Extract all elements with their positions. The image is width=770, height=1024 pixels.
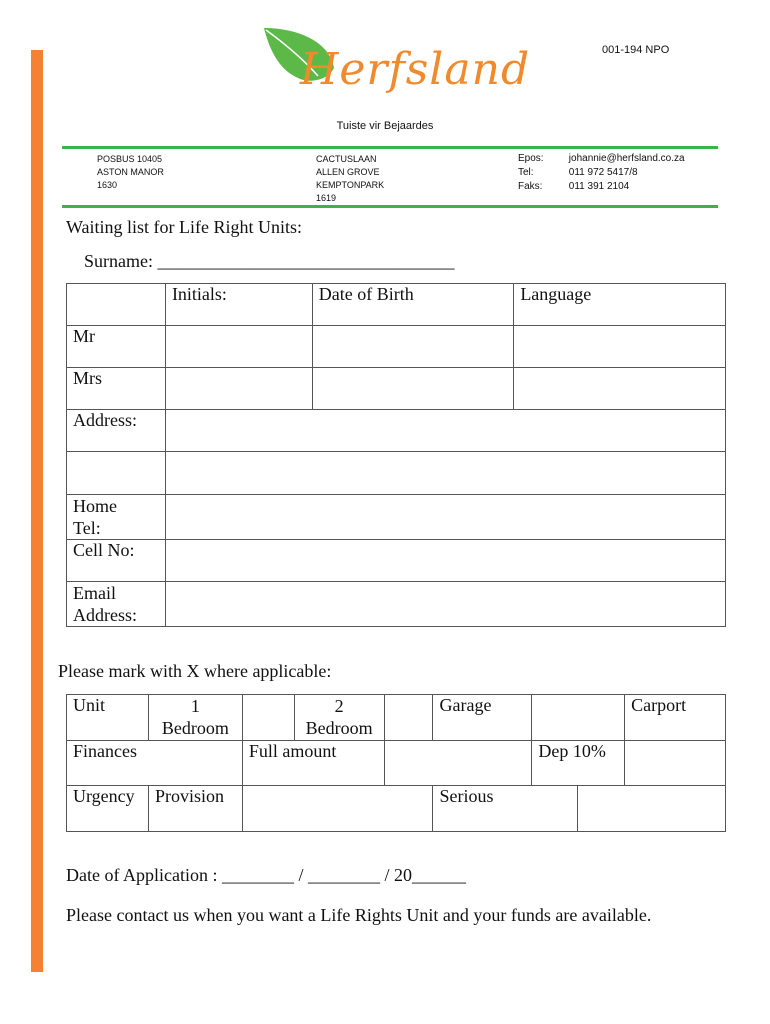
serious-label: Serious: [433, 786, 578, 832]
dep-label: Dep 10%: [532, 741, 625, 786]
email-label-line: Address:: [73, 605, 137, 625]
mrs-label: Mrs: [67, 368, 166, 410]
table-row: [67, 410, 726, 452]
contact-label: Epos:: [518, 153, 544, 164]
table-row: [67, 495, 726, 540]
street-line: ALLEN GROVE: [316, 167, 380, 177]
street-line: CACTUSLAAN: [316, 154, 377, 164]
address-label: Address:: [67, 410, 166, 452]
full-amount-label: Full amount: [242, 741, 384, 786]
street-line: KEMPTONPARK: [316, 180, 385, 190]
table-row: [67, 452, 726, 495]
mr-dob-cell[interactable]: [312, 326, 514, 368]
two-bedroom-line: Bedroom: [305, 718, 373, 738]
applicant-table: [66, 283, 726, 627]
fax-value: 011 391 2104: [568, 181, 630, 192]
initials-header: Initials:: [165, 284, 312, 326]
two-bedroom-mark-cell[interactable]: [384, 695, 433, 741]
contact-label: Tel:: [518, 167, 534, 178]
urgency-row: [67, 786, 726, 832]
reference-number: 001-194 NPO: [602, 44, 670, 56]
contact-fax: [518, 181, 629, 192]
table-row: [67, 368, 726, 410]
mrs-initials-cell[interactable]: [165, 368, 312, 410]
table-row: [67, 582, 726, 627]
provision-label: Provision: [148, 786, 242, 832]
address-cell-2[interactable]: [165, 452, 725, 495]
dob-header: Date of Birth: [312, 284, 514, 326]
home-tel-label-line: Tel:: [73, 518, 101, 538]
street-line: 1619: [316, 193, 337, 203]
postal-line: 1630: [97, 180, 118, 190]
finances-label: Finances: [67, 741, 243, 786]
cell-no-label: Cell No:: [67, 540, 166, 582]
tel-value: 011 972 5417/8: [568, 167, 638, 178]
email-cell[interactable]: [165, 582, 725, 627]
email-label: [67, 582, 166, 627]
mr-language-cell[interactable]: [514, 326, 726, 368]
form-title: Waiting list for Life Right Units:: [66, 217, 303, 237]
one-bedroom-mark-cell[interactable]: [242, 695, 294, 741]
contact-label: Faks:: [518, 181, 543, 192]
garage-label: Garage: [433, 695, 532, 741]
options-table: [66, 694, 726, 832]
provision-mark-cell[interactable]: [242, 786, 433, 832]
top-rule: [62, 146, 718, 149]
postal-line: ASTON MANOR: [97, 167, 164, 177]
finances-row: [67, 741, 726, 786]
address-cell-1[interactable]: [165, 410, 725, 452]
table-row: [67, 540, 726, 582]
mr-initials-cell[interactable]: [165, 326, 312, 368]
postal-address: [97, 153, 164, 192]
one-bedroom-label: [148, 695, 242, 741]
table-header-row: [67, 284, 726, 326]
mr-label: Mr: [67, 326, 166, 368]
urgency-label: Urgency: [67, 786, 149, 832]
full-amount-mark-cell[interactable]: [384, 741, 532, 786]
tagline: Tuiste vir Bejaardes: [336, 120, 434, 132]
two-bedroom-line: 2: [334, 696, 344, 716]
unit-row: [67, 695, 726, 741]
date-of-application[interactable]: Date of Application : ________ / ________ / 20______: [66, 865, 466, 885]
home-tel-cell[interactable]: [165, 495, 725, 540]
empty-header-cell: [67, 284, 166, 326]
home-tel-label: [67, 495, 166, 540]
surname-field[interactable]: Surname: _________________________________: [84, 251, 455, 271]
language-header: Language: [514, 284, 726, 326]
carport-label: Carport: [625, 695, 726, 741]
address-extra-label: [67, 452, 166, 495]
serious-mark-cell[interactable]: [578, 786, 726, 832]
two-bedroom-label: [294, 695, 384, 741]
unit-label: Unit: [67, 695, 149, 741]
one-bedroom-line: Bedroom: [161, 718, 229, 738]
postal-line: POSBUS 10405: [97, 154, 163, 164]
closing-note: Please contact us when you want a Life Rights Unit and your funds are available.: [66, 905, 652, 925]
mrs-language-cell[interactable]: [514, 368, 726, 410]
garage-mark-cell[interactable]: [532, 695, 625, 741]
orange-accent-bar: [31, 50, 43, 972]
dep-mark-cell[interactable]: [625, 741, 726, 786]
mark-instruction: Please mark with X where applicable:: [58, 661, 332, 681]
email-link[interactable]: johannie@herfsland.co.za: [568, 153, 685, 164]
logo-wordmark: Herfsland: [300, 44, 531, 95]
table-row: [67, 326, 726, 368]
contact-email: [518, 153, 685, 164]
cell-no-cell[interactable]: [165, 540, 725, 582]
contact-tel: [518, 167, 638, 178]
one-bedroom-line: 1: [190, 696, 200, 716]
bottom-rule: [62, 205, 718, 208]
email-label-line: Email: [73, 583, 116, 603]
mrs-dob-cell[interactable]: [312, 368, 514, 410]
street-address: [316, 153, 384, 205]
home-tel-label-line: Home: [73, 496, 117, 516]
